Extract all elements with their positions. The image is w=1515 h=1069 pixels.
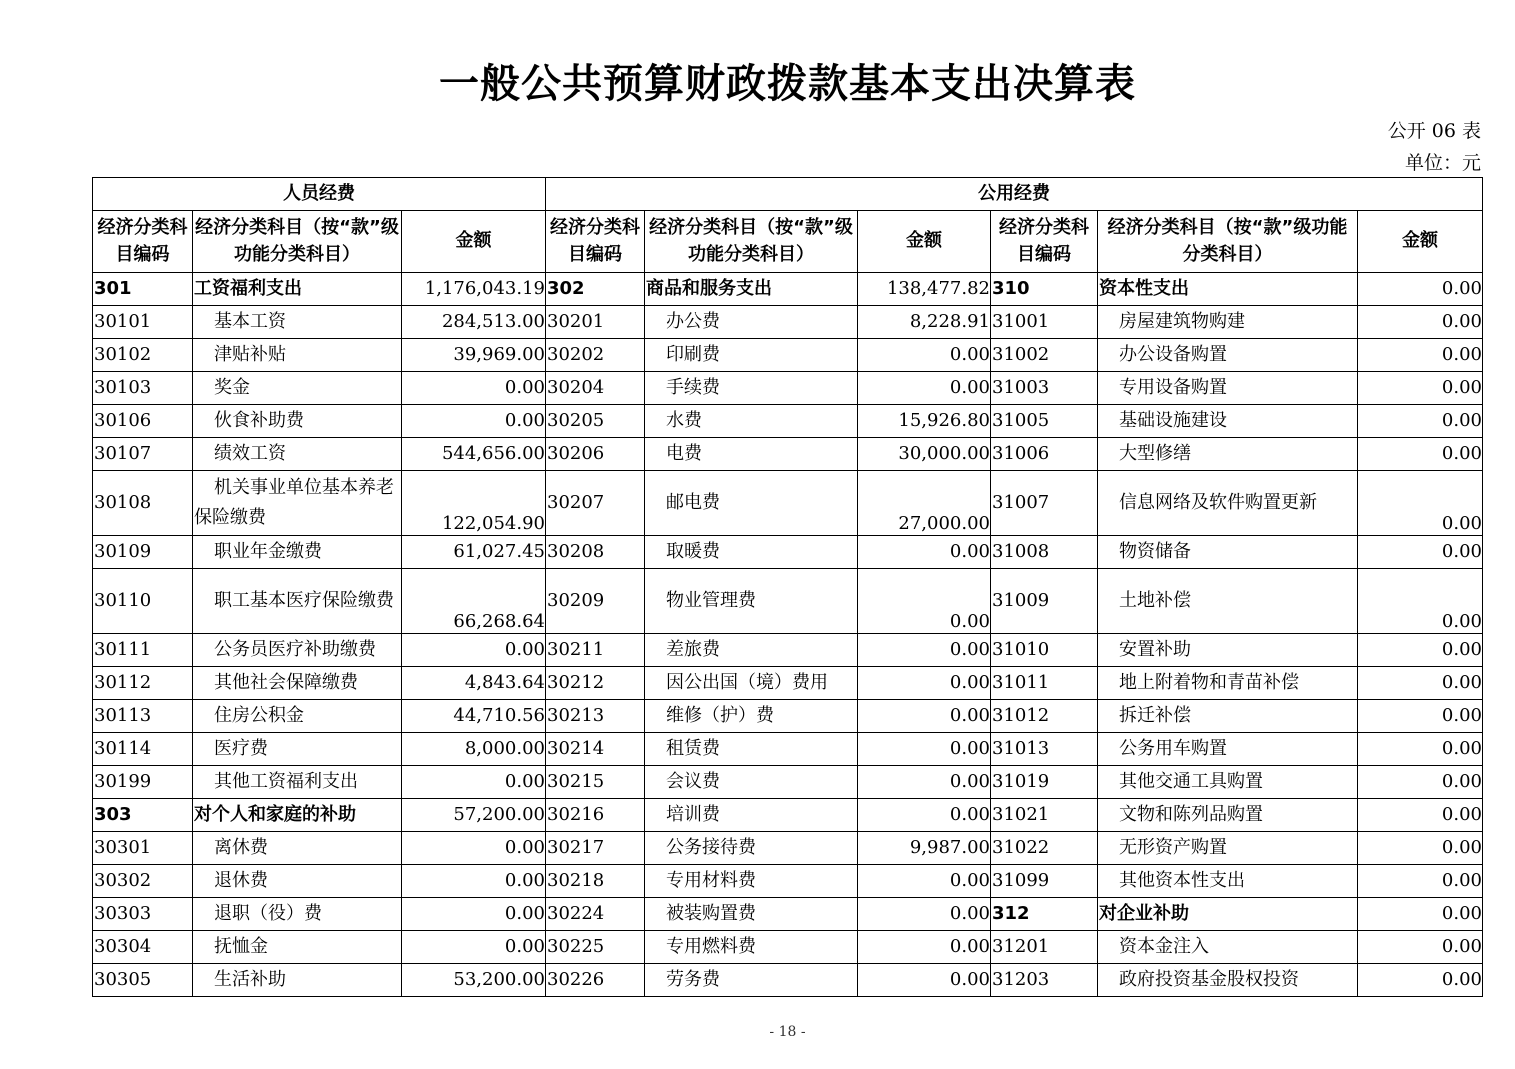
account-name: 政府投资基金股权投资 (1098, 964, 1358, 997)
account-name: 无形资产购置 (1098, 832, 1358, 865)
amount-value: 0.00 (1358, 898, 1483, 931)
table-row (93, 306, 1483, 339)
amount-value: 0.00 (858, 634, 991, 667)
name-header: 经济分类科目（按“款”级功能分类科目） (645, 211, 858, 273)
account-code: 31002 (991, 339, 1098, 372)
code-header: 经济分类科目编码 (93, 211, 193, 273)
account-name: 物资储备 (1098, 536, 1358, 569)
account-name: 对企业补助 (1098, 898, 1358, 931)
account-code: 31010 (991, 634, 1098, 667)
account-code: 31001 (991, 306, 1098, 339)
account-code: 30205 (546, 405, 645, 438)
column-header-row (93, 211, 1483, 273)
account-name: 维修（护）费 (645, 700, 858, 733)
amount-value: 0.00 (1358, 931, 1483, 964)
page-number: - 18 - (769, 1024, 806, 1040)
amount-value: 0.00 (858, 536, 991, 569)
account-name: 办公费 (645, 306, 858, 339)
account-name: 专用材料费 (645, 865, 858, 898)
account-code: 312 (991, 898, 1098, 931)
account-name: 退休费 (193, 865, 402, 898)
table-row (93, 898, 1483, 931)
amount-value: 0.00 (1358, 405, 1483, 438)
account-code: 31013 (991, 733, 1098, 766)
account-name: 专用设备购置 (1098, 372, 1358, 405)
amount-value: 0.00 (858, 865, 991, 898)
amount-value: 0.00 (402, 372, 546, 405)
account-code: 31011 (991, 667, 1098, 700)
amount-value: 0.00 (858, 339, 991, 372)
account-name: 基础设施建设 (1098, 405, 1358, 438)
amount-header: 金额 (1358, 211, 1483, 273)
account-code: 31021 (991, 799, 1098, 832)
amount-value: 0.00 (402, 931, 546, 964)
account-name: 机关事业单位基本养老保险缴费 (193, 471, 402, 536)
table-row (93, 931, 1483, 964)
account-name: 工资福利支出 (193, 273, 402, 306)
amount-value: 0.00 (858, 569, 991, 634)
account-name: 会议费 (645, 766, 858, 799)
account-name: 差旅费 (645, 634, 858, 667)
account-code: 31203 (991, 964, 1098, 997)
account-code: 30216 (546, 799, 645, 832)
account-code: 303 (93, 799, 193, 832)
account-code: 30301 (93, 832, 193, 865)
amount-value: 0.00 (402, 405, 546, 438)
account-name: 资本性支出 (1098, 273, 1358, 306)
account-code: 31008 (991, 536, 1098, 569)
account-code: 30199 (93, 766, 193, 799)
amount-value: 44,710.56 (402, 700, 546, 733)
amount-value: 0.00 (1358, 536, 1483, 569)
account-code: 30202 (546, 339, 645, 372)
account-name: 职工基本医疗保险缴费 (193, 569, 402, 634)
amount-value: 0.00 (1358, 832, 1483, 865)
table-row (93, 799, 1483, 832)
account-code: 31009 (991, 569, 1098, 634)
account-code: 30208 (546, 536, 645, 569)
amount-value: 0.00 (1358, 339, 1483, 372)
account-name: 土地补偿 (1098, 569, 1358, 634)
account-name: 住房公积金 (193, 700, 402, 733)
account-code: 30215 (546, 766, 645, 799)
account-name: 大型修缮 (1098, 438, 1358, 471)
amount-value: 0.00 (1358, 438, 1483, 471)
code-header: 经济分类科目编码 (991, 211, 1098, 273)
account-name: 抚恤金 (193, 931, 402, 964)
account-name: 因公出国（境）费用 (645, 667, 858, 700)
amount-value: 0.00 (1358, 273, 1483, 306)
expenditure-table (92, 177, 1483, 997)
account-name: 专用燃料费 (645, 931, 858, 964)
account-code: 30106 (93, 405, 193, 438)
account-code: 30214 (546, 733, 645, 766)
header-group-row (93, 178, 1483, 211)
account-code: 30225 (546, 931, 645, 964)
account-code: 30103 (93, 372, 193, 405)
table-row (93, 273, 1483, 306)
amount-value: 0.00 (1358, 799, 1483, 832)
amount-header: 金额 (858, 211, 991, 273)
account-code: 30107 (93, 438, 193, 471)
name-header: 经济分类科目（按“款”级功能分类科目） (1098, 211, 1358, 273)
account-name: 劳务费 (645, 964, 858, 997)
amount-value: 0.00 (402, 832, 546, 865)
account-code: 30109 (93, 536, 193, 569)
personnel-header: 人员经费 (93, 178, 546, 211)
amount-value: 122,054.90 (402, 471, 546, 536)
amount-value: 4,843.64 (402, 667, 546, 700)
public-header: 公用经费 (546, 178, 1483, 211)
account-name: 公务接待费 (645, 832, 858, 865)
amount-value: 0.00 (1358, 733, 1483, 766)
account-name: 培训费 (645, 799, 858, 832)
amount-value: 544,656.00 (402, 438, 546, 471)
account-name: 公务用车购置 (1098, 733, 1358, 766)
amount-value: 0.00 (1358, 569, 1483, 634)
account-name: 津贴补贴 (193, 339, 402, 372)
account-code: 30114 (93, 733, 193, 766)
account-code: 31201 (991, 931, 1098, 964)
account-name: 公务员医疗补助缴费 (193, 634, 402, 667)
account-code: 301 (93, 273, 193, 306)
account-code: 30213 (546, 700, 645, 733)
account-name: 对个人和家庭的补助 (193, 799, 402, 832)
account-name: 办公设备购置 (1098, 339, 1358, 372)
amount-value: 0.00 (1358, 372, 1483, 405)
account-code: 31006 (991, 438, 1098, 471)
amount-value: 0.00 (858, 700, 991, 733)
account-code: 30204 (546, 372, 645, 405)
amount-value: 0.00 (1358, 471, 1483, 536)
table-row (93, 667, 1483, 700)
account-name: 其他交通工具购置 (1098, 766, 1358, 799)
account-name: 电费 (645, 438, 858, 471)
table-row (93, 766, 1483, 799)
table-row (93, 471, 1483, 536)
account-code: 310 (991, 273, 1098, 306)
account-name: 奖金 (193, 372, 402, 405)
amount-value: 1,176,043.19 (402, 273, 546, 306)
account-name: 信息网络及软件购置更新 (1098, 471, 1358, 536)
account-code: 31005 (991, 405, 1098, 438)
page-title: 一般公共预算财政拨款基本支出决算表 (439, 61, 1136, 107)
table-row (93, 405, 1483, 438)
table-row (93, 832, 1483, 865)
amount-value: 0.00 (858, 766, 991, 799)
amount-value: 138,477.82 (858, 273, 991, 306)
account-code: 30302 (93, 865, 193, 898)
amount-value: 0.00 (1358, 667, 1483, 700)
account-name: 印刷费 (645, 339, 858, 372)
amount-value: 8,228.91 (858, 306, 991, 339)
account-code: 30226 (546, 964, 645, 997)
amount-value: 0.00 (402, 634, 546, 667)
account-code: 30113 (93, 700, 193, 733)
account-code: 30303 (93, 898, 193, 931)
amount-value: 30,000.00 (858, 438, 991, 471)
account-name: 拆迁补偿 (1098, 700, 1358, 733)
account-code: 31003 (991, 372, 1098, 405)
account-code: 30108 (93, 471, 193, 536)
account-name: 其他社会保障缴费 (193, 667, 402, 700)
account-code: 30304 (93, 931, 193, 964)
amount-value: 0.00 (1358, 634, 1483, 667)
unit-label: 单位：元 (1404, 152, 1481, 174)
amount-value: 0.00 (1358, 964, 1483, 997)
account-code: 30217 (546, 832, 645, 865)
amount-value: 53,200.00 (402, 964, 546, 997)
table-row (93, 339, 1483, 372)
table-row (93, 569, 1483, 634)
amount-header: 金额 (402, 211, 546, 273)
account-code: 30101 (93, 306, 193, 339)
account-code: 30102 (93, 339, 193, 372)
account-code: 31007 (991, 471, 1098, 536)
table-row (93, 372, 1483, 405)
amount-value: 0.00 (1358, 865, 1483, 898)
amount-value: 15,926.80 (858, 405, 991, 438)
account-code: 30110 (93, 569, 193, 634)
account-name: 退职（役）费 (193, 898, 402, 931)
account-name: 水费 (645, 405, 858, 438)
amount-value: 0.00 (1358, 700, 1483, 733)
amount-value: 39,969.00 (402, 339, 546, 372)
account-code: 30305 (93, 964, 193, 997)
table-row (93, 634, 1483, 667)
account-name: 商品和服务支出 (645, 273, 858, 306)
account-name: 绩效工资 (193, 438, 402, 471)
account-name: 手续费 (645, 372, 858, 405)
account-code: 30218 (546, 865, 645, 898)
account-code: 31099 (991, 865, 1098, 898)
amount-value: 0.00 (858, 733, 991, 766)
amount-value: 66,268.64 (402, 569, 546, 634)
amount-value: 0.00 (858, 667, 991, 700)
account-code: 31019 (991, 766, 1098, 799)
amount-value: 0.00 (858, 898, 991, 931)
account-name: 被装购置费 (645, 898, 858, 931)
amount-value: 0.00 (858, 799, 991, 832)
amount-value: 57,200.00 (402, 799, 546, 832)
amount-value: 8,000.00 (402, 733, 546, 766)
account-code: 30111 (93, 634, 193, 667)
table-code: 公开 06 表 (1387, 120, 1481, 142)
amount-value: 0.00 (1358, 766, 1483, 799)
table-row (93, 536, 1483, 569)
account-code: 30209 (546, 569, 645, 634)
account-code: 30212 (546, 667, 645, 700)
name-header: 经济分类科目（按“款”级功能分类科目） (193, 211, 402, 273)
account-name: 房屋建筑物购建 (1098, 306, 1358, 339)
account-code: 30201 (546, 306, 645, 339)
account-name: 资本金注入 (1098, 931, 1358, 964)
account-name: 邮电费 (645, 471, 858, 536)
account-name: 物业管理费 (645, 569, 858, 634)
amount-value: 9,987.00 (858, 832, 991, 865)
table-row (93, 865, 1483, 898)
account-name: 文物和陈列品购置 (1098, 799, 1358, 832)
account-code: 30207 (546, 471, 645, 536)
account-name: 离休费 (193, 832, 402, 865)
account-name: 基本工资 (193, 306, 402, 339)
code-header: 经济分类科目编码 (546, 211, 645, 273)
amount-value: 27,000.00 (858, 471, 991, 536)
account-name: 安置补助 (1098, 634, 1358, 667)
account-code: 31022 (991, 832, 1098, 865)
amount-value: 0.00 (402, 865, 546, 898)
amount-value: 0.00 (858, 931, 991, 964)
account-name: 其他工资福利支出 (193, 766, 402, 799)
account-name: 租赁费 (645, 733, 858, 766)
amount-value: 0.00 (1358, 306, 1483, 339)
account-name: 医疗费 (193, 733, 402, 766)
table-row (93, 733, 1483, 766)
account-code: 30211 (546, 634, 645, 667)
account-code: 30206 (546, 438, 645, 471)
account-code: 31012 (991, 700, 1098, 733)
account-name: 生活补助 (193, 964, 402, 997)
account-code: 30224 (546, 898, 645, 931)
account-name: 地上附着物和青苗补偿 (1098, 667, 1358, 700)
account-name: 其他资本性支出 (1098, 865, 1358, 898)
table-row (93, 700, 1483, 733)
account-name: 伙食补助费 (193, 405, 402, 438)
amount-value: 61,027.45 (402, 536, 546, 569)
table-row (93, 438, 1483, 471)
amount-value: 0.00 (858, 964, 991, 997)
account-code: 30112 (93, 667, 193, 700)
amount-value: 0.00 (402, 898, 546, 931)
account-name: 职业年金缴费 (193, 536, 402, 569)
account-name: 取暖费 (645, 536, 858, 569)
amount-value: 0.00 (858, 372, 991, 405)
table-row (93, 964, 1483, 997)
amount-value: 284,513.00 (402, 306, 546, 339)
amount-value: 0.00 (402, 766, 546, 799)
account-code: 302 (546, 273, 645, 306)
